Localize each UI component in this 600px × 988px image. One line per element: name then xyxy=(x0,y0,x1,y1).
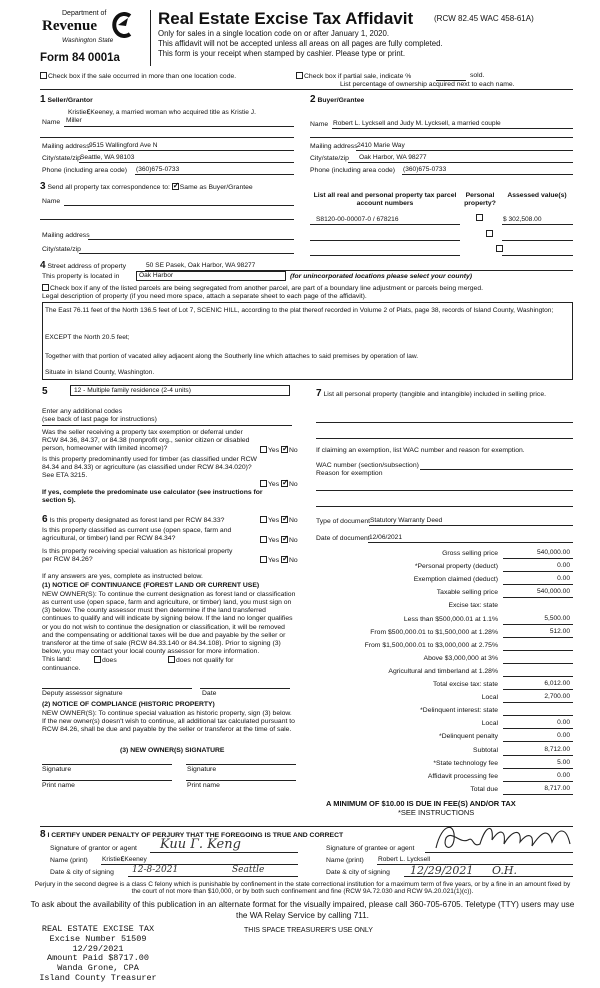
legal-label: Legal description of property (if you need more space, attach a separate sheet to each page of the affidavit). xyxy=(42,293,367,300)
buyer-title: Buyer/Grantee xyxy=(317,97,365,104)
assessed-col-header: Assessed value(s) xyxy=(507,192,567,199)
page-title: Real Estate Excise Tax Affidavit xyxy=(158,9,414,28)
q-historic: Is this property receiving special valuation as historical property per RCW 84.26? xyxy=(42,548,233,563)
location-select[interactable]: Oak Harbor xyxy=(136,271,286,281)
notice-compliance-heading: (2) NOTICE OF COMPLIANCE (HISTORIC PROPERTY) xyxy=(42,701,215,708)
forest-no-checkbox[interactable] xyxy=(281,516,288,523)
personal-property-checkbox[interactable] xyxy=(476,214,483,221)
continuance-label: continuance. xyxy=(42,665,81,672)
grantor-name-label: Name (print) xyxy=(50,857,88,864)
located-label: This property is located in xyxy=(42,273,120,280)
tax-row-value[interactable]: 540,000.00 xyxy=(503,588,573,598)
buyer-city-value: Oak Harbor, WA 98277 xyxy=(359,154,427,161)
no-label: No xyxy=(288,517,298,524)
current-use-no-checkbox[interactable] xyxy=(281,536,288,543)
doc-type-label: Type of document xyxy=(316,518,371,525)
deputy-sig-label: Deputy assessor signature xyxy=(42,690,123,697)
parcel-number: S8120-00-00007-0 / 678216 xyxy=(316,216,399,223)
current-use-yes-checkbox[interactable] xyxy=(260,536,267,543)
tax-row-value[interactable]: 6,012.00 xyxy=(503,680,573,690)
grantor-name-value-cont: Keeney xyxy=(124,856,147,863)
grantee-name-value: Robert L. Lycksell xyxy=(378,856,431,863)
doc-type-value: Statutory Warranty Deed xyxy=(370,517,443,524)
does-not-label: does not qualify for xyxy=(176,657,234,664)
sig-label: Signature xyxy=(42,766,72,773)
exemption-no-checkbox[interactable] xyxy=(281,446,288,453)
tax-row-value[interactable]: 0.00 xyxy=(503,562,573,572)
tax-row-label: Taxable selling price xyxy=(436,589,498,597)
tax-row-value[interactable]: 0.00 xyxy=(503,575,573,585)
personal-property-checkbox[interactable] xyxy=(496,245,503,252)
legal-line: Together with that portion of vacated alley adjacent along the Southerly line which attaches to said premises by operation of law. xyxy=(45,353,419,360)
stamp-line: 12/29/2021 xyxy=(72,943,124,954)
dor-logo-icon xyxy=(112,12,134,38)
tax-row-label: Excise tax: state xyxy=(448,602,498,610)
reason-label: Reason for exemption xyxy=(316,470,383,477)
section-8-number: 8 xyxy=(40,829,46,840)
header-note: Only for sales in a single location code on or after January 1, 2020. xyxy=(158,29,390,38)
sig-label: Signature xyxy=(187,766,217,773)
property-use-select[interactable]: 12 - Multiple family residence (2-4 units) xyxy=(70,385,290,396)
segregation-checkbox[interactable] xyxy=(42,284,49,291)
section-7-number: 7 xyxy=(316,388,322,399)
timber-yes-checkbox[interactable] xyxy=(260,480,267,487)
legal-line: The East 76.11 feet of the North 136.5 feet of Lot 7, SCENIC HILL, according to the plat thereof recorded in Volume 2 of Plats, page 38, records of Island County, Washington; xyxy=(45,307,554,314)
buyer-phone-value: (360)675-0733 xyxy=(403,166,447,173)
alternate-format-notice: To ask about the availability of this publication in an alternate format for the visually impaired, please call 360-705-6705. Teletype (TTY) users may use the WA Relay Service by calling 711. xyxy=(30,900,575,920)
treasurer-note: THIS SPACE TREASURER'S USE ONLY xyxy=(244,927,373,934)
tax-row-value[interactable]: 8,712.00 xyxy=(503,746,573,756)
certification-heading: I CERTIFY UNDER PENALTY OF PERJURY THAT THE FOREGOING IS TRUE AND CORRECT xyxy=(47,832,344,839)
rcw-ref: (RCW 82.45 WAC 458-61A) xyxy=(434,14,534,23)
section-6-number: 6 xyxy=(42,514,48,525)
section-4-number: 4 xyxy=(40,260,46,271)
seller-city-label: City/state/zip xyxy=(42,155,81,162)
tax-row-label: Subtotal xyxy=(473,746,498,754)
predominate-note: If yes, complete the predominate use calculator (see instructions for section 5). xyxy=(42,489,263,504)
tax-row-value[interactable] xyxy=(503,667,573,677)
correspondence-label: Send all property tax correspondence to: xyxy=(47,184,170,191)
grantee-signature xyxy=(430,818,576,858)
parcel-col-header: List all real and personal property tax parcel account numbers xyxy=(313,192,457,207)
dor-logo xyxy=(40,10,136,52)
personal-col-header: Personal property? xyxy=(464,192,496,207)
codes-note: (see back of last page for instructions) xyxy=(42,416,157,423)
grantor-date-value: 12-8-2021 xyxy=(132,865,179,875)
this-land-label: This land: xyxy=(42,656,72,663)
no-label: No xyxy=(288,447,298,454)
corr-city-label: City/state/zip xyxy=(42,246,81,253)
buyer-name-value: Robert L. Lycksell and Judy M. Lycksell, a married couple xyxy=(333,120,501,127)
unincorporated-note: (for unincorporated locations please select your county) xyxy=(290,273,473,280)
revenue-text: Revenue xyxy=(42,18,97,34)
new-owner-sig-heading: (3) NEW OWNER(S) SIGNATURE xyxy=(120,747,225,754)
grantee-sig-label: Signature of grantee or agent xyxy=(326,845,415,852)
legal-description-box xyxy=(42,302,573,380)
seller-name: Kristie xyxy=(68,109,87,116)
grantee-date-value: 12/29/2021 xyxy=(410,864,474,877)
print-label: Print name xyxy=(187,782,220,789)
notice-compliance-text: NEW OWNER(S): To continue special valuation as historic property, sign (3) below. If the new owner(s) doesn't wish to continue, all additional tax calculated pursuant to RCW 84.26, shall be due and payable by the seller or transferor at the time of sale. xyxy=(42,710,295,734)
tax-row-label: From $1,500,000.01 to $3,000,000 at 2.75% xyxy=(364,641,498,649)
tax-row-label: *Delinquent interest: state xyxy=(420,707,498,715)
historic-yes-checkbox[interactable] xyxy=(260,556,267,563)
grantor-city-value: Seattle xyxy=(232,865,265,875)
q-exemption: Was the seller receiving a property tax exemption or deferral under RCW 84.36, 84.37, or 84.38 (nonprofit org., senior citizen or disabled person, homeowner with limited income)? xyxy=(42,429,250,452)
yes-label: Yes xyxy=(268,517,280,524)
tax-row-value[interactable]: 0.00 xyxy=(503,719,573,729)
buyer-phone-label: Phone (including area code) xyxy=(310,167,396,174)
wac-label: WAC number (section/subsection) xyxy=(316,462,419,469)
seller-phone-value: (360)675-0733 xyxy=(136,166,180,173)
seller-name-line2: Miller xyxy=(66,117,82,124)
forest-yes-checkbox[interactable] xyxy=(260,516,267,523)
multi-location-label: Check box if the sale occurred in more than one location code. xyxy=(48,73,237,80)
assessed-value: $ 302,508.00 xyxy=(503,216,542,223)
q-forest: Is this property designated as forest land per RCW 84.33? xyxy=(49,517,225,524)
tax-row-label: Affidavit processing fee xyxy=(427,772,498,780)
tax-row-label: Above $3,000,000 at 3% xyxy=(423,654,498,662)
tax-row-label: From $500,000.01 to $1,500,000 at 1.28% xyxy=(370,628,498,636)
historic-no-checkbox[interactable] xyxy=(281,556,288,563)
tax-row-label: Total excise tax: state xyxy=(433,681,498,688)
tax-row-label: Total due xyxy=(470,785,498,793)
no-label: No xyxy=(288,481,298,488)
tax-row-value[interactable]: 2,700.00 xyxy=(503,693,573,703)
sold-label: sold. xyxy=(470,72,485,79)
section-1-number: 1 xyxy=(40,94,46,105)
grantee-city-value: O.H. xyxy=(492,864,517,877)
yes-label: Yes xyxy=(268,537,280,544)
land-does-checkbox[interactable] xyxy=(94,656,101,663)
legal-line: EXCEPT the North 20.5 feet; xyxy=(45,334,130,341)
tax-row-value[interactable]: 8,717.00 xyxy=(503,785,573,795)
same-as-buyer-label: Same as Buyer/Grantee xyxy=(179,184,253,191)
segregation-label: Check box if any of the listed parcels are being segregated from another parcel, are part of a boundary line adjustment or parcels being merged. xyxy=(50,285,483,292)
notice-continuance-text: NEW OWNER(S): To continue the current designation as forest land or classification as current use (open space, farm and agriculture, or timber) land, you must sign on (3) below. The county assessor must then determine if the land transferred continues to qualify and will indicate by signing below. If the land no longer qualifies or you do not wish to continue the designation or classification, it will be removed and the compensating or additional taxes will be due and payable by the seller or transferor at the time of sale (RCW 84.33.140 or 84.34.108). Prior to signing (3) below, you may contact your local county assessor for more information. xyxy=(42,591,296,656)
yes-label: Yes xyxy=(268,557,280,564)
street-label: Street address of property xyxy=(47,263,127,270)
seller-name-label: Name xyxy=(42,119,61,126)
dept-text: Department of xyxy=(62,10,107,17)
tax-row-label: Less than $500,000.01 at 1.1% xyxy=(403,615,498,623)
multi-location-checkbox[interactable] xyxy=(40,72,47,79)
exemption-yes-checkbox[interactable] xyxy=(260,446,267,453)
seller-phone-label: Phone (including area code) xyxy=(42,167,128,174)
buyer-name-label: Name xyxy=(310,121,329,128)
tax-row-label: Local xyxy=(481,720,498,728)
buyer-mail-label: Mailing address xyxy=(310,143,358,150)
tax-row-value[interactable]: 5.00 xyxy=(503,759,573,769)
section-5-number: 5 xyxy=(42,386,48,397)
legal-line: Situate in Island County, Washington. xyxy=(45,369,155,376)
print-label: Print name xyxy=(42,782,75,789)
buyer-mail-value: 2410 Marie Way xyxy=(357,142,405,149)
tax-row-label: Exemption claimed (deduct) xyxy=(413,576,498,584)
corr-name-label: Name xyxy=(42,198,61,205)
tax-row-value[interactable] xyxy=(503,654,573,664)
no-label: No xyxy=(288,537,298,544)
yes-label: Yes xyxy=(268,447,280,454)
corr-mail-label: Mailing address xyxy=(42,232,90,239)
doc-date-value: 12/06/2021 xyxy=(369,534,403,541)
q-timber: Is this property predominantly used for timber (as classified under RCW 84.34 and 84.33) or agriculture (as classified under RCW 84.34.020)? See ETA 3215. xyxy=(42,456,257,479)
tax-row-value[interactable]: 0.00 xyxy=(503,732,573,742)
grantor-sig-label: Signature of grantor or agent xyxy=(50,845,137,852)
grantor-name-value: Kristie xyxy=(102,856,121,863)
tax-row-value[interactable] xyxy=(503,706,573,716)
grantor-signature: Kuu Г. Keng xyxy=(160,837,241,852)
notice-continuance-heading: (1) NOTICE OF CONTINUANCE (FOREST LAND OR CURRENT USE) xyxy=(42,582,260,589)
tax-row-value[interactable]: 512.00 xyxy=(503,628,573,638)
codes-label: Enter any additional codes xyxy=(42,408,123,415)
personal-property-checkbox[interactable] xyxy=(486,230,493,237)
does-label: does xyxy=(102,657,117,664)
minimum-due-note: A MINIMUM OF $10.00 IS DUE IN FEE(S) AND/OR TAX xyxy=(326,799,516,808)
doc-date-label: Date of document xyxy=(316,535,370,542)
timber-no-checkbox[interactable] xyxy=(281,480,288,487)
stamp-line: Excise Number 51509 xyxy=(49,933,147,944)
tax-row-label: Local xyxy=(481,694,498,702)
tax-row-value[interactable]: 5,500.00 xyxy=(503,615,573,625)
header-note: This form is your receipt when stamped by cashier. Please type or print. xyxy=(158,49,406,58)
tax-row-value[interactable]: 540,000.00 xyxy=(503,549,573,559)
tax-row-value[interactable] xyxy=(503,641,573,651)
buyer-city-label: City/state/zip xyxy=(310,155,349,162)
tax-row-label: *Personal property (deduct) xyxy=(414,563,498,571)
seller-mail-value: 9515 Wallingford Ave N xyxy=(89,142,158,149)
stamp-line: REAL ESTATE EXCISE TAX xyxy=(41,924,155,934)
treasurer-stamp xyxy=(28,925,168,984)
form-number: Form 84 0001a xyxy=(40,52,120,64)
partial-sale-checkbox[interactable] xyxy=(296,72,303,79)
yes-note: If any answers are yes, complete as instructed below. xyxy=(42,573,203,580)
tax-row-label: *Delinquent penalty xyxy=(439,733,498,741)
partial-sale-label: Check box if partial sale, indicate % xyxy=(304,73,412,80)
tax-row-label: Gross selling price xyxy=(442,550,498,557)
deputy-date-label: Date xyxy=(202,690,217,697)
partial-note: List percentage of ownership acquired next to each name. xyxy=(340,81,515,88)
seller-city-value: Seattle, WA 98103 xyxy=(80,154,135,161)
seller-name-cont: Keeney, a married woman who acquired title as Kristie J. xyxy=(90,109,256,116)
stamp-line: Amount Paid $8717.00 xyxy=(46,953,150,964)
same-as-buyer-checkbox[interactable] xyxy=(172,183,179,190)
street-value: 50 SE Pasek, Oak Harbor, WA 98277 xyxy=(146,262,256,269)
q-current-use: Is this property classified as current use (open space, farm and agricultural, or timber) land per RCW 84.34? xyxy=(42,527,232,542)
perjury-notice: Perjury in the second degree is a class C felony which is punishable by confinement in the state correctional institution for a maximum term of five years, or by a fine in an amount fixed by the court of not more than $10,000, or by both such confinement and fine (RCW 9A.72.030 and RCW 9A.20.021(1)(c)). xyxy=(34,881,571,896)
section-3-number: 3 xyxy=(40,181,46,192)
seller-mail-label: Mailing address xyxy=(42,143,90,150)
tax-row-label: *State technology fee xyxy=(433,759,498,767)
no-label: No xyxy=(288,557,298,564)
header-note: This affidavit will not be accepted unless all areas on all pages are fully completed. xyxy=(158,39,443,48)
land-does-not-checkbox[interactable] xyxy=(168,656,175,663)
tax-row-label: Agricultural and timberland at 1.28% xyxy=(388,667,498,675)
yes-label: Yes xyxy=(268,481,280,488)
exemption-note: If claiming an exemption, list WAC number and reason for exemption. xyxy=(316,447,525,454)
grantee-name-label: Name (print) xyxy=(326,857,364,864)
grantor-date-label: Date & city of signing xyxy=(50,869,114,876)
see-instructions: *SEE INSTRUCTIONS xyxy=(398,808,475,817)
seller-title: Seller/Grantor xyxy=(47,97,93,104)
section-2-number: 2 xyxy=(310,94,316,105)
personal-property-label: List all personal property (tangible and intangible) included in selling price. xyxy=(323,391,546,398)
stamp-line: Wanda Grone, CPA xyxy=(57,963,139,974)
state-text: Washington State xyxy=(62,37,114,44)
tax-row-value[interactable]: 0.00 xyxy=(503,772,573,782)
stamp-line: Island County Treasurer xyxy=(39,972,157,983)
grantee-date-label: Date & city of signing xyxy=(326,869,390,876)
